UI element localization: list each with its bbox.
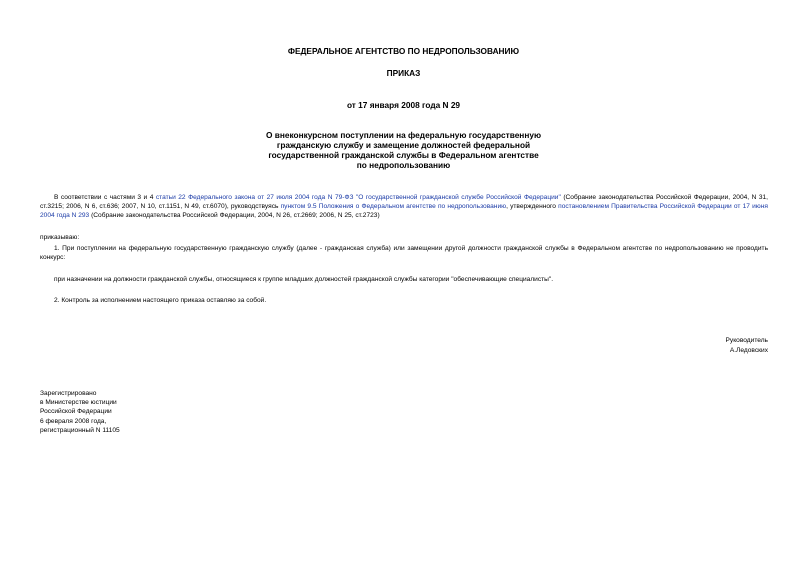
document-date-number: от 17 января 2008 года N 29 xyxy=(346,100,461,110)
order-word: приказываю: xyxy=(40,234,80,241)
title-line: по недропользованию xyxy=(356,160,451,170)
document-title xyxy=(230,130,577,170)
preamble-text: В соответствии с частями 3 и 4 xyxy=(54,194,156,201)
title-line: О внеконкурсном поступлении на федеральную государственную xyxy=(265,130,542,140)
regulation-link[interactable]: пунктом 9.5 Положения о Федеральном агентстве по недропользованию xyxy=(280,203,507,211)
registration-line: в Министерстве юстиции xyxy=(40,399,117,407)
agency-heading: ФЕДЕРАЛЬНОЕ АГЕНТСТВО ПО НЕДРОПОЛЬЗОВАНИЮ xyxy=(287,46,520,56)
title-line: гражданскую службу и замещение должностей федеральной xyxy=(276,140,531,150)
title-line: государственной гражданской службы в Федеральном агентстве xyxy=(268,150,539,160)
signature-name: А.Ледовских xyxy=(729,347,768,354)
signature-role: Руководитель xyxy=(725,337,768,344)
registration-line: Российской Федерации xyxy=(40,408,112,416)
order-item-1: 1. При поступлении на федеральную государственную гражданскую службу (далее - гражданская служба) или замещении другой должности гражданской службы в Федеральном агентстве по недропользованию не проводить конкурс: xyxy=(40,245,768,262)
preamble-text: (Собрание законодательства Российской Федерации, 2004, N 31, ст.3215; 2006, N 6, ст.636; 2007, N 10, ст.1151, N 49, ст.6070), руководствуясь xyxy=(40,194,768,211)
order-item-1-sub: при назначении на должности гражданской службы, относящиеся к группе младших должностей гражданской службы категории "обеспечивающие специалисты". xyxy=(54,276,554,283)
law-link[interactable]: статьи 22 Федерального закона от 27 июля 2004 года N 79-ФЗ "О государственной гражданской службе Российской Федерации" xyxy=(155,194,561,201)
registration-line: Зарегистрировано xyxy=(40,390,97,397)
document-type: ПРИКАЗ xyxy=(386,68,421,78)
registration-line: регистрационный N 11105 xyxy=(40,426,120,434)
registration-block xyxy=(40,389,240,435)
government-decree-link[interactable]: постановлением Правительства Российской Федерации от 17 июня 2004 года N 293 xyxy=(40,203,768,220)
order-item-2: 2. Контроль за исполнением настоящего приказа оставляю за собой. xyxy=(54,297,267,304)
registration-line: 6 февраля 2008 года, xyxy=(40,417,107,425)
preamble-text: (Собрание законодательства Российской Федерации, 2004, N 26, ст.2669; 2006, N 25, ст.2723) xyxy=(89,212,380,220)
preamble-paragraph xyxy=(40,193,768,221)
preamble-text: , утвержденного xyxy=(506,203,559,211)
